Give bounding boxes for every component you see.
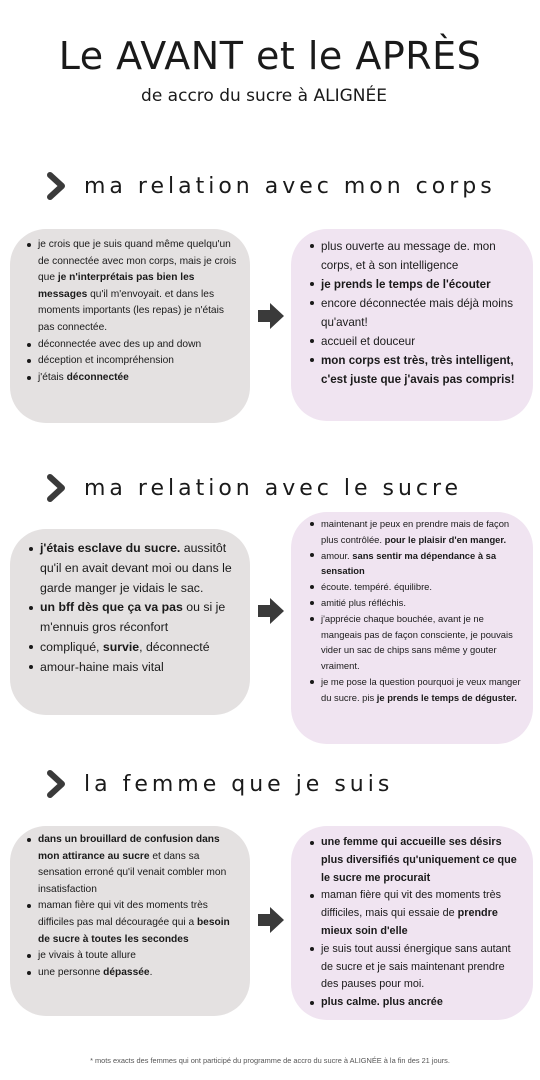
- before-card-femme: [10, 826, 250, 1016]
- bold-text: dans un brouillard de confusion dans mon attirance au sucre: [38, 834, 220, 862]
- arrow-right-icon: [256, 597, 286, 625]
- text: ou si je m'ennuis gros réconfort: [40, 600, 226, 635]
- chevron-right-icon: [44, 172, 70, 200]
- section-title: ma relation avec mon corps: [84, 173, 496, 199]
- chevron-right-icon: [44, 474, 70, 502]
- after-card-femme: [291, 826, 533, 1020]
- list-item: [307, 548, 523, 580]
- text: je vivais à toute allure: [38, 950, 136, 962]
- footnote: * mots exacts des femmes qui ont participé du programme de accro du sucre à ALIGNÉE à la fin des 21 jours.: [90, 1056, 450, 1065]
- after-list: [307, 516, 523, 706]
- bold-text: j'étais esclave du sucre.: [40, 541, 181, 555]
- list-item: [26, 539, 240, 598]
- bold-text: dépassée: [103, 966, 150, 978]
- text: j'apprécie chaque bouchée, avant je ne mangeais pas de façon consciente, je pouvais vider un sac de chips sans même y gouter vraiment.: [321, 612, 513, 672]
- list-item: [24, 832, 240, 898]
- list-item: [307, 595, 523, 611]
- before-list: [24, 237, 238, 386]
- chevron-right-icon: [44, 770, 70, 798]
- text: amour-haine mais vital: [40, 659, 164, 674]
- bold-text: je n'interprétais pas bien les messages: [38, 272, 195, 300]
- before-card-sucre: [10, 529, 250, 715]
- before-list: [24, 832, 240, 981]
- text: , déconnecté: [139, 639, 210, 654]
- list-item: [24, 237, 238, 337]
- text: aussitôt qu'il en avait devant moi ou dans le garde manger je vidais le sac.: [40, 541, 232, 595]
- text: déconnectée avec des up and down: [38, 338, 202, 350]
- list-item: [307, 237, 523, 275]
- after-card-corps: [291, 229, 533, 421]
- text: maintenant je peux en prendre mais de façon plus contrôlée.: [321, 518, 510, 545]
- list-item: [24, 353, 238, 370]
- bold-text: pour le plaisir d'en manger.: [384, 533, 507, 545]
- list-item: [24, 898, 240, 948]
- list-item: [24, 370, 238, 387]
- bold-text: besoin de sucre à toutes les secondes: [38, 916, 230, 945]
- list-item: [307, 611, 523, 674]
- bold-text: survie: [102, 639, 140, 654]
- text: qu'il m'envoyait. et dans les moments importants (les repas) je n'étais pas connectée.: [38, 288, 224, 333]
- list-item: [307, 941, 523, 994]
- list-item: [307, 994, 523, 1012]
- section-title: ma relation avec le sucre: [84, 475, 463, 501]
- bold-text: déconnectée: [66, 371, 129, 383]
- bold-text: sans sentir ma dépendance à sa sensation: [321, 549, 497, 577]
- list-item: [307, 887, 523, 940]
- text: encore déconnectée mais déjà moins qu'avant!: [321, 297, 514, 329]
- page-title: Le AVANT et le APRÈS: [58, 34, 482, 78]
- text: je crois que je suis quand même quelqu'un de connectée avec mon corps, mais je crois que: [38, 239, 237, 284]
- list-item: [307, 294, 523, 332]
- text: .: [149, 966, 153, 978]
- list-item: [307, 332, 523, 351]
- list-item: [24, 948, 240, 965]
- bold-text: une femme qui accueille ses désirs plus diversifiés qu'uniquement ce que le sucre me procurait: [321, 836, 517, 884]
- text: maman fière qui vit des moments très difficiles, mais qui essaie de: [321, 889, 502, 920]
- section-header-femme: [44, 770, 393, 798]
- text: amour.: [321, 549, 353, 561]
- bold-text: je prends le temps de déguster.: [376, 691, 517, 703]
- text: accueil et douceur: [321, 335, 416, 348]
- bold-text: un bff dès que ça va pas: [40, 600, 183, 615]
- list-item: [307, 516, 523, 548]
- before-card-corps: [10, 229, 250, 423]
- text: amitié plus réfléchis.: [321, 596, 406, 608]
- arrow-right-icon: [256, 906, 286, 934]
- text: écoute. tempéré. équilibre.: [321, 581, 433, 593]
- after-card-sucre: [291, 512, 533, 744]
- text: je suis tout aussi énergique sans autant de sucre et je sais maintenant prendre des pauses pour moi.: [321, 942, 511, 991]
- bold-text: prendre mieux soin d'elle: [321, 907, 498, 937]
- list-item: [26, 638, 240, 658]
- list-item: [24, 965, 240, 982]
- bold-text: mon corps est très, très intelligent, c'est juste que j'avais pas compris!: [321, 354, 515, 386]
- list-item: [307, 275, 523, 294]
- text: je me pose la question pourquoi je veux manger du sucre. pis: [321, 675, 521, 703]
- after-list: [307, 237, 523, 389]
- section-title: la femme que je suis: [84, 771, 394, 797]
- bold-text: plus calme. plus ancrée: [321, 996, 443, 1009]
- before-list: [26, 539, 240, 678]
- text: plus ouverte au message de. mon corps, et à son intelligence: [321, 240, 496, 272]
- text: j'étais: [38, 371, 67, 383]
- text: maman fière qui vit des moments très difficiles pas mal découragée qui a: [38, 900, 208, 928]
- list-item: [307, 351, 523, 389]
- list-item: [307, 579, 523, 595]
- bold-text: je prends le temps de l'écouter: [321, 278, 491, 291]
- page-subtitle: de accro du sucre à ALIGNÉE: [141, 86, 387, 106]
- text: et dans sa sensation erroné qu'il venait combler mon insatisfaction: [38, 850, 227, 895]
- list-item: [26, 658, 240, 678]
- section-header-sucre: [44, 474, 462, 502]
- after-list: [307, 834, 523, 1012]
- text: une personne: [38, 966, 104, 978]
- arrow-right-icon: [256, 302, 286, 330]
- text: déception et incompréhension: [38, 355, 174, 367]
- list-item: [24, 337, 238, 354]
- section-header-corps: [44, 172, 496, 200]
- list-item: [307, 834, 523, 887]
- list-item: [26, 598, 240, 638]
- text: compliqué,: [40, 639, 103, 654]
- list-item: [307, 674, 523, 706]
